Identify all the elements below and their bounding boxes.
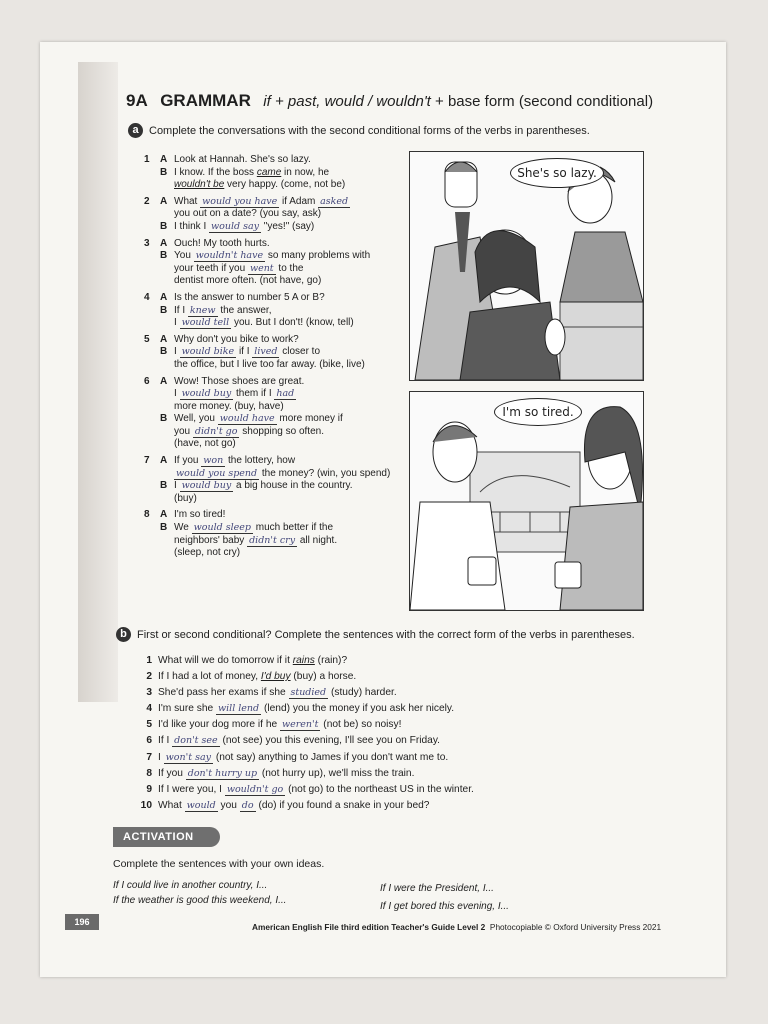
answer-field[interactable]: don't hurry up: [187, 767, 258, 779]
answer-field[interactable]: would: [186, 799, 216, 811]
conversation-list: 1 A Look at Hannah. She's so lazy. B I know. If the boss came in now, he wouldn't be very happy. (come, not be) 2 A What would you have if Adam asked you out on a date? (you say, ask) B I think I would say "yes!" (say) 3 A Ouch! My tooth hurts. B You wouldn't have so many problems with your teeth if you went to the dentist more often. (not have, go) 4 A Is the answer to number 5 A or B? B If I knew the answer, I would tell you. But I don't! (know, tell) 5 A Why don't you bike to work? B I would bike if I lived closer to the office, but I live too far away. (bike, live) 6 A Wow! Those shoes are great. I would buy them if I had more money. (buy, have) B Well, you would have more money if you didn't go shopping so often. (have, not go) 7 A If you won the lottery, how would you spend the money? (win, you spend) B I would buy a big house in the country. (buy) 8 A I'm so tired! B We would sleep much better if the neighbors' baby didn't cry all night. (sleep, not cry): [144, 154, 391, 559]
answer-field[interactable]: didn't cry: [249, 534, 296, 546]
page-title: [126, 91, 653, 111]
answer-field[interactable]: asked: [320, 195, 349, 207]
part-b-badge: b: [116, 627, 131, 642]
section-heading: GRAMMAR: [160, 91, 251, 110]
list-item: 4 I'm sure she will lend (lend) you the money if you ask her nicely.: [146, 703, 455, 715]
answer-field[interactable]: wouldn't go: [226, 783, 284, 795]
illustration-tired: [409, 391, 644, 611]
answer-field[interactable]: knew: [189, 304, 216, 316]
answer-field[interactable]: won: [203, 455, 224, 467]
list-item: 10 What would you do (do) if you found a snake in your bed?: [140, 799, 430, 811]
answer-field[interactable]: weren't: [282, 719, 319, 731]
answer-field[interactable]: will lend: [218, 703, 260, 715]
part-b-sentences: [138, 653, 474, 814]
answer-field[interactable]: would bike: [181, 346, 235, 358]
part-a-instruction: a Complete the conversations with the second conditional forms of the verbs in parentheses.: [128, 123, 590, 138]
answer-field[interactable]: wouldn't have: [195, 250, 264, 262]
office-scene-drawing: [410, 152, 643, 380]
part-b-instruction: b First or second conditional? Complete the sentences with the correct form of the verbs in parentheses.: [116, 627, 635, 642]
list-item: 3 She'd pass her exams if she studied (study) harder.: [146, 687, 397, 699]
list-item: 7 I won't say (not say) anything to James if you don't want me to.: [146, 751, 449, 763]
list-item: 6 If I don't see (not see) you this evening, I'll see you on Friday.: [146, 735, 440, 747]
list-item: 1 What will we do tomorrow if it rains (rain)?: [146, 655, 348, 666]
speech-bubble: I'm so tired.: [494, 398, 582, 426]
answer-field[interactable]: went: [249, 262, 274, 274]
idea-prompt: If I get bored this evening, I...: [380, 901, 509, 912]
list-item: 2 If I had a lot of money, I'd buy (buy) a horse.: [146, 671, 357, 683]
answer-field[interactable]: had: [276, 388, 295, 400]
page-tab-shadow: [78, 62, 118, 702]
answer-field[interactable]: lived: [254, 346, 278, 358]
answer-field[interactable]: would sleep: [193, 522, 251, 534]
title-subtitle: if + past, would / wouldn't + base form (second conditional): [263, 93, 654, 110]
idea-prompt: If I could live in another country, I...: [113, 880, 268, 891]
answer-field[interactable]: studied: [290, 687, 327, 699]
page-footer: American English File third edition Teacher's Guide Level 2 Photocopiable © Oxford University Press 2021: [252, 922, 662, 932]
answer-field[interactable]: do: [241, 799, 254, 811]
answer-field[interactable]: would you have: [202, 195, 278, 207]
activation-instruction: Complete the sentences with your own ideas.: [113, 858, 325, 870]
answer-field[interactable]: would you spend: [176, 467, 258, 479]
answer-field[interactable]: won't say: [165, 751, 211, 763]
answer-field[interactable]: would say: [211, 220, 260, 232]
answer-field[interactable]: didn't go: [194, 425, 238, 437]
illustration-office: [409, 151, 644, 381]
activation-badge: ACTIVATION: [113, 827, 220, 847]
part-a-badge: a: [128, 123, 143, 138]
list-item: 8 If you don't hurry up (not hurry up), we'll miss the train.: [146, 767, 415, 779]
speech-bubble: She's so lazy.: [510, 158, 604, 188]
unit-number: 9A: [126, 91, 148, 110]
idea-prompt: If the weather is good this weekend, I...: [113, 895, 287, 906]
page-number: 196: [65, 914, 99, 930]
answer-field[interactable]: don't see: [174, 735, 218, 747]
list-item: 9 If I were you, I wouldn't go (not go) to the northeast US in the winter.: [146, 783, 474, 795]
answer-field[interactable]: would buy: [181, 388, 232, 400]
answer-field[interactable]: would have: [219, 413, 275, 425]
list-item: 5 I'd like your dog more if he weren't (not be) so noisy!: [146, 719, 402, 731]
worksheet-page: [40, 42, 726, 977]
idea-prompt: If I were the President, I...: [380, 883, 494, 894]
answer-field[interactable]: would tell: [181, 317, 230, 329]
answer-field[interactable]: would buy: [181, 480, 232, 492]
